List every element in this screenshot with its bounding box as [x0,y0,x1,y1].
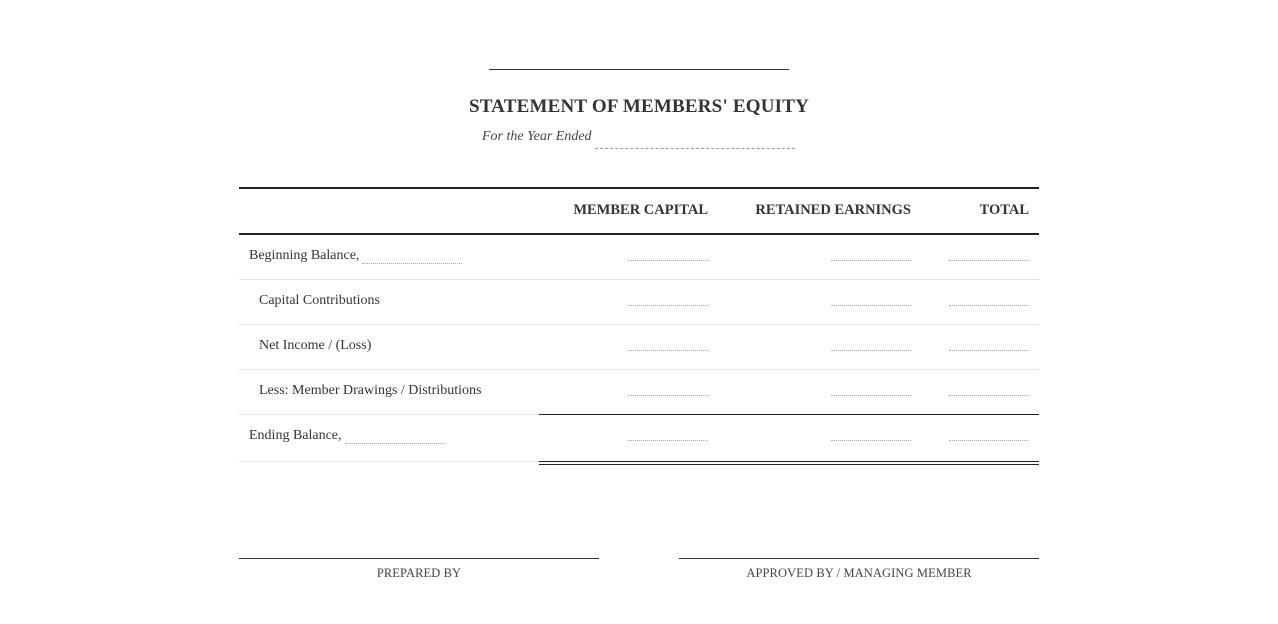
statement-title: STATEMENT OF MEMBERS' EQUITY [468,96,810,117]
row-label [249,428,445,444]
amount-field-retained-earnings[interactable] [831,350,911,351]
row-label-text: Beginning Balance, [249,248,360,263]
table-row-ending-balance [239,415,1039,462]
period-label: For the Year Ended [482,129,592,144]
ending-date-field[interactable] [345,432,445,444]
amount-field-member-capital[interactable] [628,395,708,396]
table-row-member-drawings [239,370,1039,415]
company-name-line[interactable] [489,69,789,70]
approved-by-block [679,558,1039,581]
approved-by-signature-line[interactable] [679,558,1039,559]
row-label-text: Ending Balance, [249,428,342,443]
amount-field-member-capital[interactable] [628,305,708,306]
prepared-by-caption: PREPARED BY [376,566,462,580]
amount-field-total[interactable] [949,395,1029,396]
approved-by-caption: APPROVED BY / MANAGING MEMBER [746,566,972,580]
amount-field-member-capital[interactable] [628,260,708,261]
prepared-by-block [239,558,599,581]
amount-field-retained-earnings[interactable] [831,305,911,306]
column-header-retained-earnings: RETAINED EARNINGS [755,202,911,218]
table-row-capital-contributions [239,280,1039,325]
row-label: Capital Contributions [259,293,380,308]
table-row-beginning-balance [239,235,1039,280]
amount-field-retained-earnings[interactable] [831,260,911,261]
amount-field-member-capital[interactable] [628,350,708,351]
row-label [249,248,462,264]
amount-field-total[interactable] [949,350,1029,351]
row-label: Less: Member Drawings / Distributions [259,383,482,398]
period-date-field[interactable] [595,128,795,149]
amount-field-member-capital[interactable] [628,440,708,441]
amount-field-retained-earnings[interactable] [831,395,911,396]
table-row-net-income [239,325,1039,370]
amount-field-total[interactable] [949,305,1029,306]
amount-field-total[interactable] [949,440,1029,441]
row-label: Net Income / (Loss) [259,338,372,353]
column-header-member-capital: MEMBER CAPITAL [573,202,708,218]
amount-field-total[interactable] [949,260,1029,261]
equity-table [239,187,1039,462]
beginning-date-field[interactable] [362,252,462,264]
period-row [482,128,795,150]
column-header-total: TOTAL [979,202,1029,218]
amount-field-retained-earnings[interactable] [831,440,911,441]
prepared-by-signature-line[interactable] [239,558,599,559]
total-double-rule [539,461,1039,465]
table-header-row [239,187,1039,235]
